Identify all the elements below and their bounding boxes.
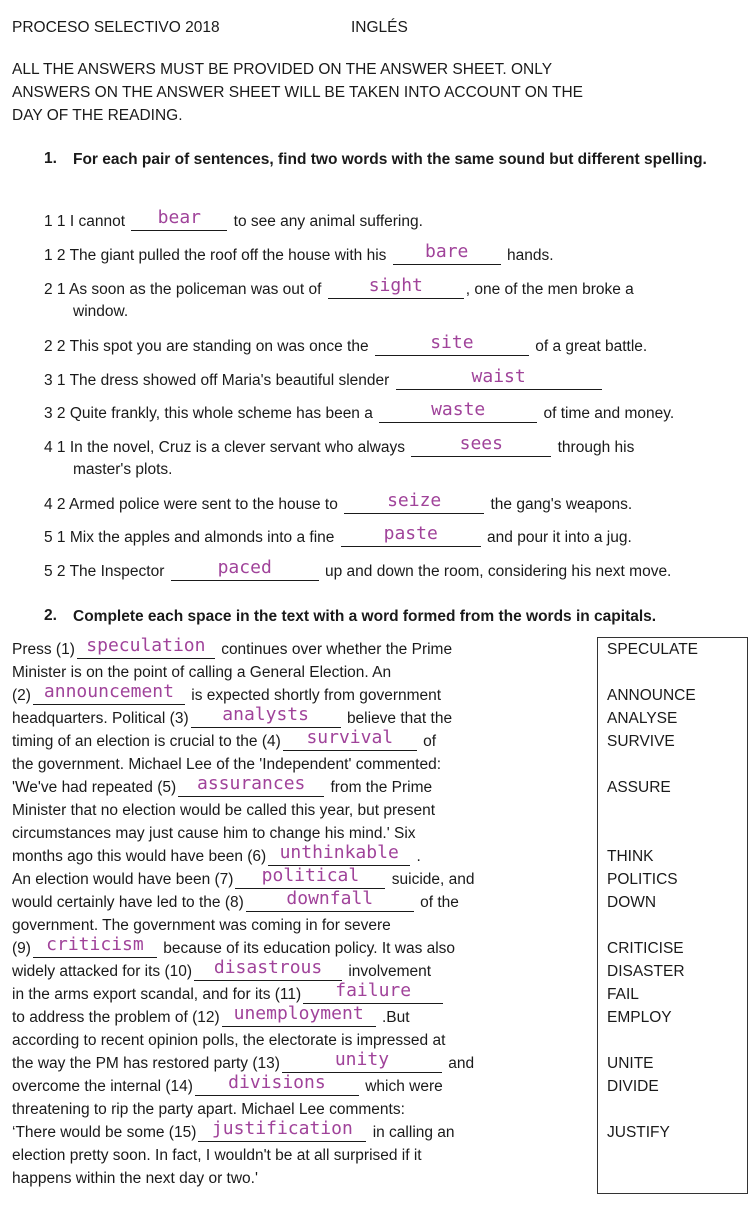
question-1-number: 1. bbox=[44, 150, 57, 167]
answer-blank[interactable] bbox=[268, 842, 410, 866]
passage-line bbox=[12, 1167, 512, 1190]
passage-text: would certainly have led to the (8) bbox=[12, 894, 244, 911]
word-list-item bbox=[598, 1029, 747, 1052]
question-2-number: 2. bbox=[44, 607, 57, 624]
question-1-item bbox=[44, 399, 675, 423]
word-list-item: SPECULATE bbox=[607, 641, 699, 658]
passage-line bbox=[12, 704, 512, 730]
item-continuation: window. bbox=[73, 303, 129, 320]
question-1-title: For each pair of sentences, find two words with the same sound but different spelling. bbox=[73, 151, 707, 168]
item-number: 3 1 bbox=[44, 372, 66, 389]
item-continuation: master's plots. bbox=[73, 461, 173, 478]
answer-blank[interactable] bbox=[222, 1003, 376, 1027]
passage-text: headquarters. Political (3) bbox=[12, 710, 189, 727]
item-text-after: of a great battle. bbox=[535, 338, 648, 355]
passage-line bbox=[12, 1072, 512, 1098]
answer-text: sees bbox=[459, 433, 503, 454]
question-1-item bbox=[44, 241, 554, 265]
passage-line bbox=[12, 957, 512, 983]
passage-line bbox=[12, 727, 512, 753]
word-list-item: THINK bbox=[607, 848, 654, 865]
word-list-item: EMPLOY bbox=[607, 1009, 672, 1026]
item-number: 4 1 bbox=[44, 439, 66, 456]
answer-text: disastrous bbox=[213, 957, 323, 978]
word-list-item bbox=[598, 799, 747, 822]
passage-text: from the Prime bbox=[330, 779, 433, 796]
answer-blank[interactable] bbox=[191, 704, 341, 728]
passage-text: An election would have been (7) bbox=[12, 871, 234, 888]
word-list-item bbox=[598, 1144, 747, 1167]
question-1-item bbox=[44, 490, 633, 514]
word-list-item: FAIL bbox=[607, 986, 639, 1003]
instructions-notice: ALL THE ANSWERS MUST BE PROVIDED ON THE ANSWER SHEET. ONLY ANSWERS ON THE ANSWER SHEET WILL BE TAKEN INTO ACCOUNT ON THE DAY OF THE READING. bbox=[12, 61, 584, 124]
answer-blank[interactable] bbox=[77, 635, 215, 659]
answer-blank[interactable] bbox=[393, 241, 501, 265]
word-list-item: JUSTIFY bbox=[607, 1124, 670, 1141]
answer-blank[interactable] bbox=[235, 865, 385, 889]
item-text-after: , one of the men broke a bbox=[465, 281, 634, 298]
word-list-item bbox=[598, 1098, 747, 1121]
question-1-item bbox=[44, 366, 604, 390]
item-number: 5 2 bbox=[44, 563, 66, 580]
answer-text: unity bbox=[334, 1049, 390, 1070]
passage-text: . bbox=[416, 848, 421, 865]
answer-text: assurances bbox=[197, 773, 306, 794]
passage-text: the way the PM has restored party (13) bbox=[12, 1055, 280, 1072]
passage-text: involvement bbox=[348, 963, 432, 980]
word-list-item: ANNOUNCE bbox=[607, 687, 696, 704]
question-1-item bbox=[44, 332, 648, 356]
item-text-after: through his bbox=[557, 439, 635, 456]
answer-blank[interactable] bbox=[283, 727, 417, 751]
passage-text: according to recent opinion polls, the electorate is impressed at bbox=[12, 1032, 446, 1049]
answer-text: paced bbox=[217, 557, 272, 578]
passage-text: .But bbox=[381, 1009, 410, 1026]
item-number: 4 2 bbox=[44, 496, 66, 513]
answer-text: speculation bbox=[86, 635, 206, 656]
item-text-before: The dress showed off Maria's beautiful slender bbox=[69, 372, 390, 389]
passage-text: Minister is on the point of calling a General Election. An bbox=[12, 664, 392, 681]
passage-text: because of its education policy. It was also bbox=[163, 940, 456, 957]
answer-blank[interactable] bbox=[379, 399, 537, 423]
answer-text: sight bbox=[368, 275, 423, 296]
passage-text: overcome the internal (14) bbox=[12, 1078, 193, 1095]
word-list-item bbox=[598, 1167, 747, 1190]
passage-text: which were bbox=[365, 1078, 443, 1095]
passage-text: in the arms export scandal, and for its (11) bbox=[12, 986, 302, 1003]
word-list-box bbox=[597, 637, 748, 1194]
passage-text: in calling an bbox=[372, 1124, 455, 1141]
passage-text: is expected shortly from government bbox=[191, 687, 442, 704]
answer-blank[interactable] bbox=[375, 332, 529, 356]
answer-text: unemployment bbox=[233, 1003, 364, 1024]
passage-text: (2) bbox=[12, 687, 31, 704]
item-text-after: and pour it into a jug. bbox=[487, 529, 632, 546]
passage-text: Minister that no election would be called this year, but present bbox=[12, 802, 436, 819]
passage-text: 'We've had repeated (5) bbox=[12, 779, 177, 796]
word-list-item: POLITICS bbox=[607, 871, 678, 888]
passage-text: happens within the next day or two.' bbox=[12, 1170, 258, 1187]
passage-text: and bbox=[448, 1055, 475, 1072]
passage-line bbox=[12, 1029, 512, 1052]
word-list-item: DOWN bbox=[607, 894, 657, 911]
question-1-item bbox=[44, 557, 672, 581]
answer-blank[interactable] bbox=[282, 1049, 442, 1073]
passage-text: widely attacked for its (10) bbox=[12, 963, 193, 980]
item-number: 1 2 bbox=[44, 247, 66, 264]
passage-line bbox=[12, 635, 512, 661]
answer-text: downfall bbox=[286, 888, 374, 909]
passage-line bbox=[12, 888, 512, 914]
passage-line bbox=[12, 799, 512, 822]
passage-text: circumstances may just cause him to change his mind.' Six bbox=[12, 825, 416, 842]
answer-blank[interactable] bbox=[411, 433, 551, 457]
answer-text: divisions bbox=[228, 1072, 326, 1093]
answer-text: bare bbox=[425, 241, 469, 262]
passage-text: months ago this would have been (6) bbox=[12, 848, 267, 865]
passage-text: government. The government was coming in for severe bbox=[12, 917, 391, 934]
item-text-before: Quite frankly, this whole scheme has been a bbox=[69, 405, 373, 422]
word-list-item: DIVIDE bbox=[607, 1078, 659, 1095]
word-list-item: UNITE bbox=[607, 1055, 654, 1072]
question-1-item bbox=[44, 523, 632, 547]
item-text-after: the gang's weapons. bbox=[490, 496, 633, 513]
answer-text: bear bbox=[157, 207, 202, 228]
passage-text: election pretty soon. In fact, I wouldn't be at all surprised if it bbox=[12, 1147, 422, 1164]
answer-text: analysts bbox=[222, 704, 309, 725]
passage-text: to address the problem of (12) bbox=[12, 1009, 220, 1026]
subject-label: INGLÉS bbox=[351, 19, 408, 36]
item-text-before: The giant pulled the roof off the house with his bbox=[69, 247, 387, 264]
question-1-item bbox=[44, 207, 423, 231]
passage-line bbox=[12, 865, 512, 891]
passage-text: of bbox=[423, 733, 437, 750]
answer-text: criticism bbox=[46, 934, 144, 955]
item-text-before: As soon as the policeman was out of bbox=[69, 281, 322, 298]
word-list-item: SURVIVE bbox=[607, 733, 675, 750]
passage-text: Press (1) bbox=[12, 641, 75, 658]
item-text-before: In the novel, Cruz is a clever servant who always bbox=[69, 439, 405, 456]
word-list-item: ANALYSE bbox=[607, 710, 678, 727]
answer-blank[interactable] bbox=[194, 957, 342, 981]
item-number: 2 2 bbox=[44, 338, 66, 355]
passage-text: threatening to rip the party apart. Michael Lee comments: bbox=[12, 1101, 405, 1118]
item-number: 5 1 bbox=[44, 529, 66, 546]
answer-blank[interactable] bbox=[303, 980, 443, 1004]
item-text-before: The Inspector bbox=[69, 563, 165, 580]
passage-line bbox=[12, 822, 512, 845]
item-text-before: Mix the apples and almonds into a fine bbox=[69, 529, 335, 546]
answer-blank[interactable] bbox=[198, 1118, 366, 1142]
exam-title: PROCESO SELECTIVO 2018 bbox=[12, 19, 220, 36]
question-2-passage bbox=[12, 635, 512, 1190]
passage-line bbox=[12, 773, 512, 799]
answer-blank[interactable] bbox=[396, 366, 602, 390]
answer-text: paste bbox=[383, 523, 438, 544]
passage-line bbox=[12, 1003, 512, 1029]
answer-text: site bbox=[430, 332, 474, 353]
word-list-item: CRITICISE bbox=[607, 940, 684, 957]
answer-blank[interactable] bbox=[33, 934, 157, 958]
answer-text: survival bbox=[306, 727, 394, 748]
answer-text: political bbox=[261, 865, 360, 886]
answer-blank[interactable] bbox=[171, 557, 319, 581]
answer-text: unthinkable bbox=[279, 842, 399, 863]
answer-blank[interactable] bbox=[246, 888, 414, 912]
answer-blank[interactable] bbox=[328, 275, 464, 299]
word-list-item bbox=[598, 914, 747, 937]
question-1-item bbox=[44, 275, 634, 299]
item-text-before: Armed police were sent to the house to bbox=[69, 496, 338, 513]
word-list-item: DISASTER bbox=[607, 963, 685, 980]
answer-blank[interactable] bbox=[195, 1072, 359, 1096]
answer-blank[interactable] bbox=[131, 207, 227, 231]
item-text-after: to see any animal suffering. bbox=[233, 213, 423, 230]
passage-text: continues over whether the Prime bbox=[221, 641, 453, 658]
passage-line bbox=[12, 1144, 512, 1167]
question-1-item bbox=[44, 433, 635, 457]
answer-text: waste bbox=[431, 399, 486, 420]
passage-text: ‘There would be some (15) bbox=[12, 1124, 197, 1141]
answer-blank[interactable] bbox=[344, 490, 484, 514]
answer-blank[interactable] bbox=[178, 773, 324, 797]
item-text-after: of time and money. bbox=[543, 405, 675, 422]
item-number: 1 1 bbox=[44, 213, 66, 230]
word-list-item: ASSURE bbox=[607, 779, 671, 796]
passage-text: the government. Michael Lee of the 'Independent' commented: bbox=[12, 756, 441, 773]
item-number: 3 2 bbox=[44, 405, 66, 422]
item-text-after: hands. bbox=[507, 247, 554, 264]
word-list-item bbox=[598, 753, 747, 776]
item-text-after: up and down the room, considering his next move. bbox=[325, 563, 672, 580]
answer-text: announcement bbox=[43, 681, 174, 702]
passage-line bbox=[12, 1118, 512, 1144]
passage-text: (9) bbox=[12, 940, 31, 957]
word-list-item bbox=[598, 822, 747, 845]
question-2-title: Complete each space in the text with a word formed from the words in capitals. bbox=[73, 608, 657, 625]
answer-blank[interactable] bbox=[33, 681, 185, 705]
item-text-before: This spot you are standing on was once the bbox=[69, 338, 369, 355]
passage-text: believe that the bbox=[346, 710, 453, 727]
item-number: 2 1 bbox=[44, 281, 66, 298]
passage-text: timing of an election is crucial to the (4) bbox=[12, 733, 281, 750]
answer-text: justification bbox=[211, 1118, 353, 1139]
answer-text: failure bbox=[335, 980, 412, 1001]
answer-text: waist bbox=[471, 366, 526, 387]
item-text-before: I cannot bbox=[69, 213, 126, 230]
word-list-item bbox=[598, 661, 747, 684]
answer-text: seize bbox=[387, 490, 442, 511]
passage-text: suicide, and bbox=[391, 871, 475, 888]
answer-blank[interactable] bbox=[341, 523, 481, 547]
passage-text: of the bbox=[420, 894, 459, 911]
